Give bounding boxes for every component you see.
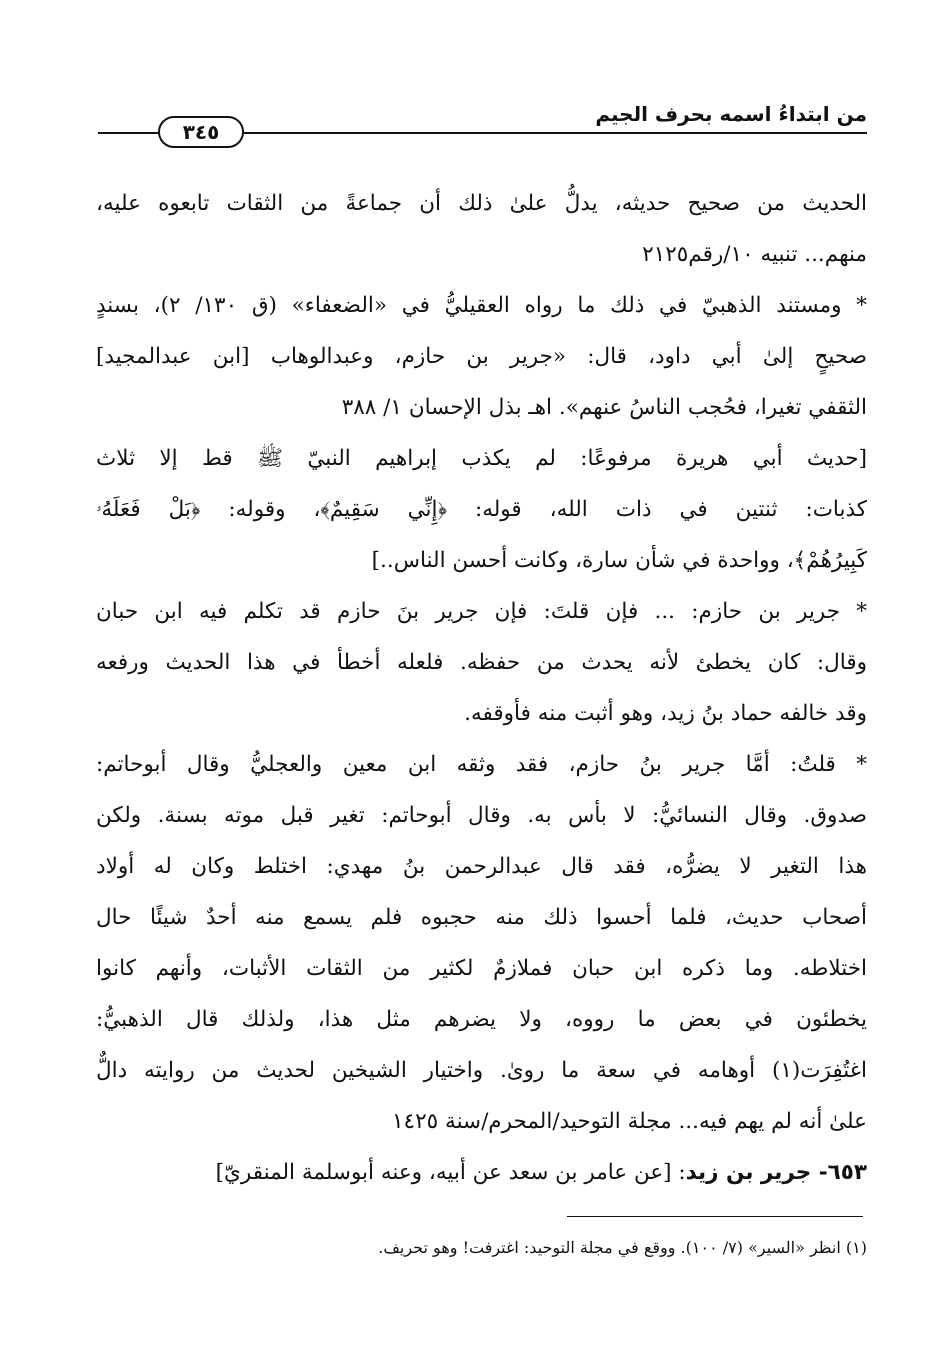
text-line: الثقفي تغيرا، فحُجب الناسُ عنهم». اهـ بذل الإحسان ١/ ٣٨٨ [341, 395, 867, 420]
text-line: * ومستند الذهبيّ في ذلك ما رواه العقيليُّ في «الضعفاء» (ق ١٣٠/ ٢)، بسندٍ [96, 293, 867, 318]
text-line: يخطئون في بعض ما رووه، ولا يضرهم مثل هذا، ولذلك قال الذهبيُّ: [96, 1007, 867, 1032]
page-number-badge: ٣٤٥ [158, 116, 244, 148]
text-line: صدوق. وقال النسائيُّ: لا بأس به. وقال أبوحاتم: تغير قبل موته بسنة. ولكن [96, 803, 867, 828]
text-line: [حديث أبي هريرة مرفوعًا: لم يكذب إبراهيم النبيّ ﷺ قط إلا ثلاث [96, 446, 867, 471]
text-line: وقال: كان يخطئ لأنه يحدث من حفظه. فلعله أخطأ في هذا الحديث ورفعه [96, 650, 867, 675]
text-line: اغتُفِرَت(١) أوهامه في سعة ما روىٰ. واختيار الشيخين لحديث من روايته دالٌّ [96, 1058, 867, 1083]
running-head-title: من ابتداءُ اسمه بحرف الجيم [595, 102, 867, 126]
main-text [96, 178, 867, 1198]
text-line: منهم... تنبيه ١٠/رقم٢١٢٥ [642, 242, 867, 267]
footnote-rule [567, 1216, 863, 1217]
header-rule-right [244, 132, 867, 134]
entry-details: : [عن عامر بن سعد عن أبيه، وعنه أبوسلمة المنقريّ] [215, 1160, 686, 1185]
text-line: علىٰ أنه لم يهم فيه... مجلة التوحيد/المحرم/سنة ١٤٢٥ [392, 1109, 867, 1134]
text-line: الحديث من صحيح حديثه، يدلُّ علىٰ ذلك أن جماعةً من الثقات تابعوه عليه، [96, 191, 867, 216]
header-rule-left [98, 132, 160, 134]
footnote: (١) انظر «السير» (٧/ ١٠٠). ووقع في مجلة التوحيد: اغترفت! وهو تحريف. [378, 1238, 867, 1257]
text-line: أصحاب حديث، فلما أحسوا ذلك منه حجبوه فلم يسمع منه أحدٌ شيئًا حال [96, 905, 867, 930]
entry-heading-line [96, 1147, 867, 1198]
text-line: وقد خالفه حماد بنُ زيد، وهو أثبت منه فأوقفه. [464, 701, 867, 726]
text-line: اختلاطه. وما ذكره ابن حبان فملازمٌ لكثير من الثقات الأثبات، وأنهم كانوا [96, 956, 867, 981]
entry-name: ٦٥٣- جرير بن زيد [685, 1160, 867, 1185]
text-line: * قلتُ: أمَّا جرير بنُ حازم، فقد وثقه ابن معين والعجليُّ وقال أبوحاتم: [96, 752, 867, 777]
text-line: كَبِيرُهُمْ﴾، وواحدة في شأن سارة، وكانت أحسن الناس..] [371, 548, 867, 573]
text-line: هذا التغير لا يضرُّه، فقد قال عبدالرحمن بنُ مهدي: اختلط وكان له أولاد [96, 854, 867, 879]
text-line: صحيحٍ إلىٰ أبي داود، قال: «جرير بن حازم، وعبدالوهاب [ابن عبدالمجيد] [96, 344, 867, 369]
text-line: * جرير بن حازم: ... فإن قلتَ: فإن جرير بنَ حازم قد تكلم فيه ابن حبان [96, 599, 867, 624]
text-line: كذبات: ثنتين في ذات الله، قوله: ﴿إِنِّي سَقِيمٌ﴾، وقوله: ﴿بَلْ فَعَلَهُۥ [96, 497, 867, 522]
